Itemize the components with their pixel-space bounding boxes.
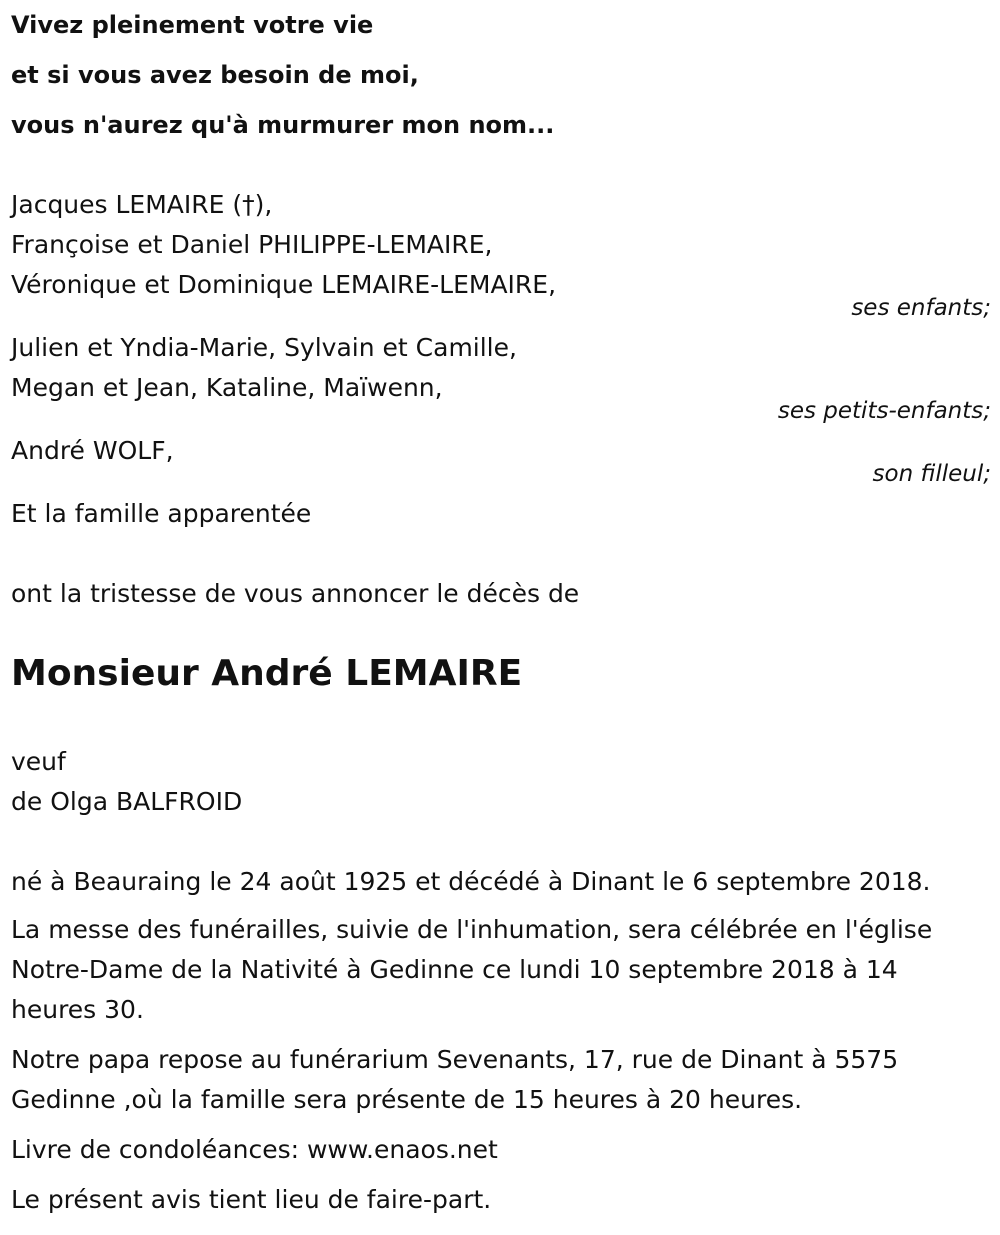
children-line-2: Françoise et Daniel PHILIPPE-LEMAIRE,	[11, 230, 493, 259]
mass-line-3: heures 30.	[11, 995, 144, 1024]
announcement-line: ont la tristesse de vous annoncer le décès de	[11, 579, 580, 608]
grandchildren-role: ses petits-enfants;	[777, 398, 991, 424]
deceased-name: Monsieur André LEMAIRE	[11, 653, 523, 694]
birth-death-line: né à Beauraing le 24 août 1925 et décédé à Dinant le 6 septembre 2018.	[11, 867, 931, 896]
godson-role: son filleul;	[872, 461, 991, 487]
poem-line-3: vous n'aurez qu'à murmurer mon nom...	[11, 111, 555, 139]
grandchildren-line-1: Julien et Yndia-Marie, Sylvain et Camille,	[11, 333, 517, 362]
obituary-notice	[11, 0, 991, 1235]
family-line: Et la famille apparentée	[11, 499, 312, 528]
condolences-line: Livre de condoléances: www.enaos.net	[11, 1135, 498, 1164]
poem-line-2: et si vous avez besoin de moi,	[11, 61, 419, 89]
rest-line-1: Notre papa repose au funérarium Sevenants, 17, rue de Dinant à 5575	[11, 1045, 899, 1074]
mass-line-1: La messe des funérailles, suivie de l'inhumation, sera célébrée en l'église	[11, 915, 933, 944]
godson-line: André WOLF,	[11, 436, 174, 465]
widower-line-2: de Olga BALFROID	[11, 787, 243, 816]
widower-line-1: veuf	[11, 747, 66, 776]
notice-line: Le présent avis tient lieu de faire-part.	[11, 1185, 492, 1214]
grandchildren-line-2: Megan et Jean, Kataline, Maïwenn,	[11, 373, 443, 402]
children-role: ses enfants;	[851, 295, 991, 321]
children-line-1: Jacques LEMAIRE (†),	[11, 190, 273, 219]
mass-line-2: Notre-Dame de la Nativité à Gedinne ce lundi 10 septembre 2018 à 14	[11, 955, 898, 984]
children-line-3: Véronique et Dominique LEMAIRE-LEMAIRE,	[11, 270, 557, 299]
rest-line-2: Gedinne ,où la famille sera présente de 15 heures à 20 heures.	[11, 1085, 803, 1114]
poem-line-1: Vivez pleinement votre vie	[11, 11, 374, 39]
